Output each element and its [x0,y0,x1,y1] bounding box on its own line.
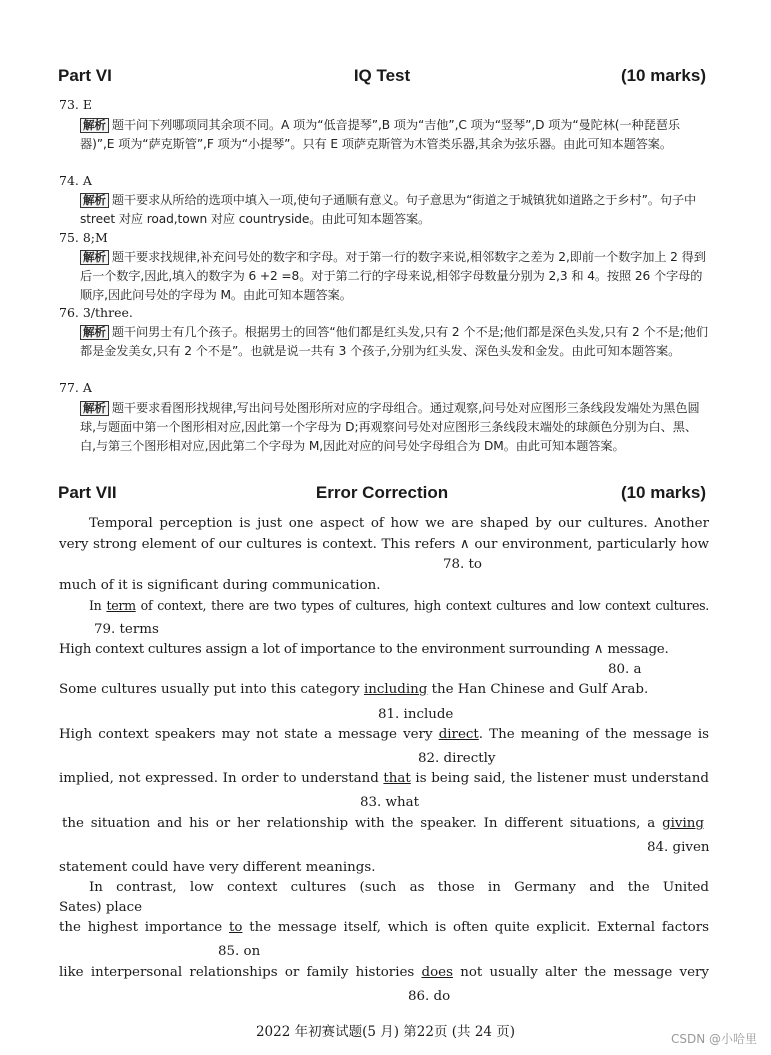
part6-header [58,66,706,90]
part6-label: Part VI [58,66,112,85]
answer-73: 73. E [59,97,92,112]
part6-title: IQ Test [353,66,411,85]
explanation-74: 解析 题干要求从所给的选项中填入一项,使句子通顺有意义。句子意思为“街道之于城镇犹如道路之于乡村”。句子中 street 对应 road,town 对应 countryside。由此可知本题答案。 [80,193,697,226]
page-footer: 2022 年初赛试题(5 月) 第22页 (共 24 页) [255,1024,516,1040]
part6-marks: (10 marks) [620,66,706,85]
explanation-77: 解析 题干要求看图形找规律,写出问号处图形所对应的字母组合。通过观察,问号处对应图形三条线段发端处为黑色圆球,与题面中第一个图形相对应,因此第一个字母为 D;再观察问号处对应图形三条线段末端处的球颜色分别为白、黑、白,与第三个图形相对应,因此第二个字母为 M,因此对应的问号处字母组合为 DM。由此可知本题答案。 [80,401,700,453]
passage-line: very strong element of our cultures is context. This refers ∧ our environment, particularly how [59,537,709,552]
error-word: does [421,965,453,980]
correction-81: 81. include [378,707,454,722]
correction-82: 82. directly [418,751,496,766]
error-word: direct [438,727,479,742]
explanation-73: 解析 题干问下列哪项同其余项不同。A 项为“低音提琴”,B 项为“吉他”,C 项为“竖琴”,D 项为“曼陀林(一种琵琶乐器)”,E 项为“萨克斯管”,F 项为“小提琴”。只有 E 项萨克斯管为木管类乐器,其余为弦乐器。由此可知本题答案。 [80,118,680,151]
passage-line: like interpersonal relationships or family histories does not usually alter the message very [59,965,709,980]
correction-84: 84. given [647,840,710,855]
passage-line: statement could have very different meanings. [59,860,376,875]
passage-line: Some cultures usually put into this category including the Han Chinese and Gulf Arab. [59,682,649,697]
insert-caret: ∧ [593,642,604,657]
insert-caret: ∧ [459,537,470,552]
passage-line: the situation and his or her relationship with the speaker. In different situations, a giving [62,816,704,831]
correction-83: 83. what [360,795,420,810]
analysis-tag: 解析 [80,401,109,416]
error-word: giving [662,816,704,831]
part7-title: Error Correction [315,483,449,502]
explanation-75: 解析 题干要求找规律,补充问号处的数字和字母。对于第一行的数字来说,相邻数字之差为 2,即前一个数字加上 2 得到后一个数字,因此,填入的数字为 6 +2 =8。对于第二行的字母来说,相邻字母数量分别为 2,3 和 4。按照 26 个字母的顺序,因此问号处的字母为 M。由此可知本题答案。 [80,250,706,302]
analysis-tag: 解析 [80,325,109,340]
passage-line: High context speakers may not state a message very direct. The meaning of the message is [59,727,710,742]
explanation-76: 解析 题干问男士有几个孩子。根据男士的回答“他们都是红头发,只有 2 个不是;他们都是深色头发,只有 2 个不是;他们都是金发美女,只有 2 个不是”。也就是说一共有 3 个孩子,分别为红头发、深色头发和金发。由此可知本题答案。 [80,325,708,358]
watermark: CSDN @小哈里 [670,1032,757,1046]
passage-line: implied, not expressed. In order to understand that is being said, the listener must understand [59,771,709,786]
part7-header [58,483,706,507]
answer-77: 77. A [59,380,92,395]
error-word: to [228,920,243,935]
error-word: including [363,682,428,697]
correction-86: 86. do [408,989,451,1004]
correction-85: 85. on [218,944,261,959]
passage-line: Temporal perception is just one aspect of how we are shaped by our cultures. Another [89,516,709,531]
correction-79: 79. terms [94,622,159,637]
passage-line: much of it is significant during communication. [59,578,381,593]
correction-80: 80. a [608,662,642,677]
passage-line: High context cultures assign a lot of importance to the environment surrounding ∧ message. [59,642,669,657]
correction-78: 78. to [443,557,482,572]
analysis-tag: 解析 [80,250,109,265]
answer-76: 76. 3/three. [59,305,133,320]
error-word: term [106,598,136,613]
passage-line: In contrast, low context cultures (such as those in Germany and the United [89,880,709,895]
part7-marks: (10 marks) [620,483,706,502]
error-word: that [383,771,411,786]
analysis-tag: 解析 [80,118,109,133]
analysis-tag: 解析 [80,193,109,208]
answer-74: 74. A [59,173,92,188]
passage-line: the highest importance to the message itself, which is often quite explicit. External factors [59,920,709,935]
passage-line: In term of context, there are two types of cultures, high context cultures and low context cultures. [89,598,709,613]
passage-line: Sates) place [59,900,143,915]
part7-label: Part VII [58,483,117,502]
answer-75: 75. 8;M [59,230,108,245]
